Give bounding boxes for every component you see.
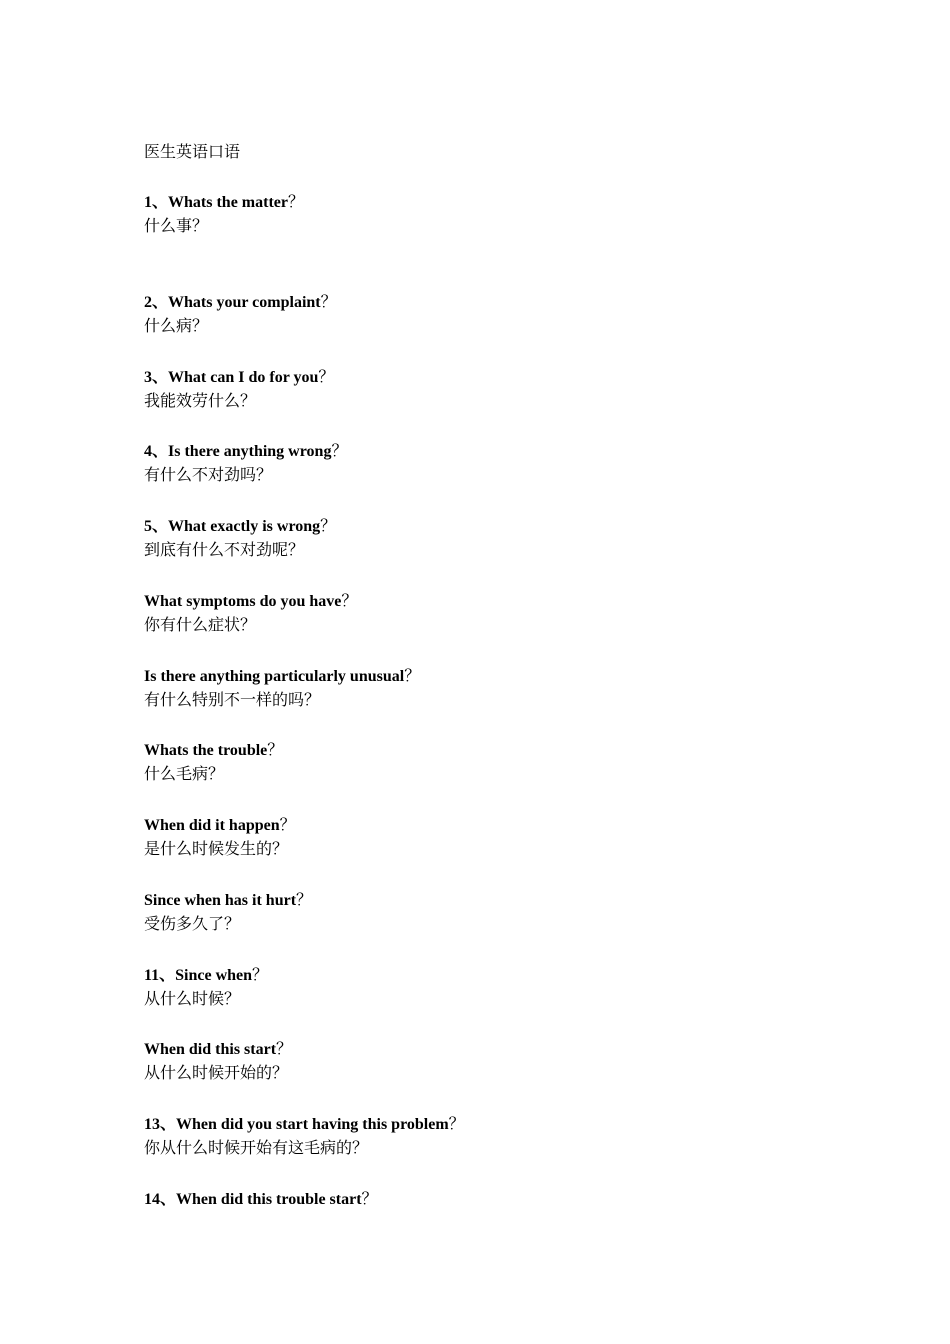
entry-9 <box>144 814 844 862</box>
question-mark: ？ <box>279 817 296 834</box>
question-mark: ？ <box>331 443 348 460</box>
question-mark: ？ <box>296 892 313 909</box>
entry-12 <box>144 1038 844 1086</box>
answer-text: 从什么时候？ <box>144 991 241 1008</box>
question <box>144 665 844 689</box>
question <box>144 739 844 763</box>
answer-text: 有什么特别不一样的吗？ <box>144 692 321 709</box>
answer-text: 你有什么症状？ <box>144 617 257 634</box>
question-text: Whats the trouble <box>144 742 268 759</box>
entry-6 <box>144 590 844 638</box>
question-mark: ？ <box>361 1191 378 1208</box>
question-mark: ？ <box>320 294 337 311</box>
question <box>144 814 844 838</box>
entry-2 <box>144 291 844 339</box>
question-number: 13、 <box>144 1116 177 1133</box>
question-text: Since when <box>175 967 253 984</box>
entry-5 <box>144 515 844 563</box>
question <box>144 1188 844 1212</box>
question-text: Is there anything particularly unusual <box>144 668 405 685</box>
question <box>144 889 844 913</box>
question-text: When did it happen <box>144 817 280 834</box>
entry-7 <box>144 665 844 713</box>
answer-text: 什么病？ <box>144 318 209 335</box>
question <box>144 291 844 315</box>
question-text: When did you start having this problem <box>176 1116 449 1133</box>
question-number: 2、 <box>144 294 169 311</box>
entry-8 <box>144 739 844 787</box>
question <box>144 366 844 390</box>
question-number: 5、 <box>144 518 169 535</box>
question-mark: ？ <box>318 369 335 386</box>
question-number: 1、 <box>144 194 169 211</box>
question-text: What can I do for you <box>168 369 319 386</box>
question-mark: ？ <box>267 742 284 759</box>
question-mark: ？ <box>287 194 304 211</box>
question <box>144 1038 844 1062</box>
answer-text: 有什么不对劲吗？ <box>144 467 273 484</box>
question-mark: ？ <box>341 593 358 610</box>
question-number: 3、 <box>144 369 169 386</box>
question-mark: ？ <box>448 1116 465 1133</box>
question-text: Whats the matter <box>168 194 288 211</box>
answer-text: 是什么时候发生的？ <box>144 841 289 858</box>
question-number: 14、 <box>144 1191 177 1208</box>
entry-3 <box>144 366 844 414</box>
document-page <box>144 141 844 1208</box>
answer-text: 你从什么时候开始有这毛病的？ <box>144 1140 369 1157</box>
question-mark: ？ <box>276 1041 293 1058</box>
document-title: 医生英语口语 <box>144 144 241 161</box>
question-text: Whats your complaint <box>168 294 321 311</box>
question-number: 4、 <box>144 443 169 460</box>
question-mark: ？ <box>252 967 269 984</box>
entry-4 <box>144 440 844 488</box>
question <box>144 191 844 215</box>
answer-text: 什么事？ <box>144 218 209 235</box>
answer-text: 从什么时候开始的？ <box>144 1065 289 1082</box>
question-mark: ？ <box>404 668 421 685</box>
question-number: 11、 <box>144 967 176 984</box>
answer-text: 到底有什么不对劲呢？ <box>144 542 305 559</box>
question-text: Since when has it hurt <box>144 892 297 909</box>
question <box>144 964 844 988</box>
question-text: Is there anything wrong <box>168 443 332 460</box>
question <box>144 440 844 464</box>
entry-10 <box>144 889 844 937</box>
question <box>144 515 844 539</box>
entry-11 <box>144 964 844 1012</box>
entry-14 <box>144 1188 844 1212</box>
answer-text: 我能效劳什么？ <box>144 393 257 410</box>
question-mark: ？ <box>320 518 337 535</box>
entry-13 <box>144 1113 844 1161</box>
question-text: What exactly is wrong <box>168 518 321 535</box>
entry-1 <box>144 191 844 239</box>
question <box>144 590 844 614</box>
answer-text: 什么毛病？ <box>144 766 225 783</box>
question-text: What symptoms do you have <box>144 593 342 610</box>
question-text: When did this start <box>144 1041 277 1058</box>
answer-text: 受伤多久了？ <box>144 916 241 933</box>
question-text: When did this trouble start <box>176 1191 362 1208</box>
question <box>144 1113 844 1137</box>
